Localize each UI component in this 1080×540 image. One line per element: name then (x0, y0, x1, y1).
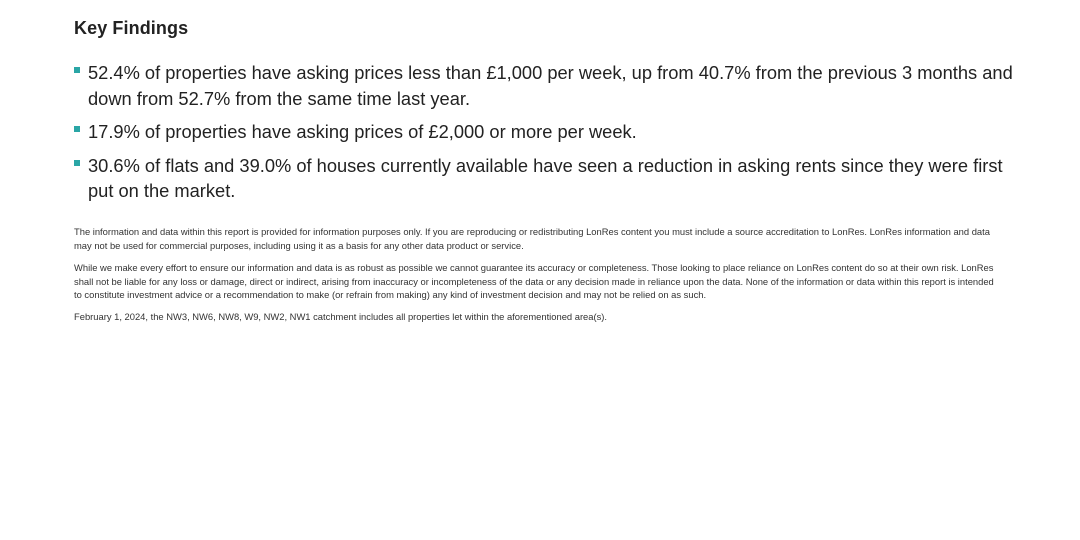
square-bullet-icon (74, 67, 80, 73)
finding-text: 17.9% of properties have asking prices of £2,000 or more per week. (88, 121, 637, 142)
page-title: Key Findings (74, 18, 189, 38)
finding-text: 30.6% of flats and 39.0% of houses currently available have seen a reduction in asking rents since they were first put on the market. (88, 154, 1003, 201)
disclaimer-liability: While we make every effort to ensure our information and data is as robust as possible we cannot guarantee its accuracy or completeness. Those looking to place reliance on LonRes content do so at their own risk. LonRes shall not be liable for any loss or damage, direct or indirect, arising from inaccuracy or incompleteness of the data or any decision made in reliance upon the data. None of the information or data within this report is intended to constitute investment advice or a recommendation to make (or refrain from making) any kind of investment decision and may not be relied on as such. (74, 262, 994, 300)
catchment-note: February 1, 2024, the NW3, NW6, NW8, W9, NW2, NW1 catchment includes all properties let within the aforementioned area(s). (74, 311, 608, 322)
disclaimer-usage: The information and data within this report is provided for information purposes only. If you are reproducing or redistributing LonRes content you must include a source accreditation to LonRes. LonRes information and data may not be used for commercial purposes, including using it as a basis for any other data product or service. (74, 226, 990, 251)
finding-item (74, 60, 1019, 111)
key-findings-list (74, 60, 1019, 212)
square-bullet-icon (74, 160, 80, 166)
finding-item (74, 153, 1019, 204)
finding-item (74, 119, 1019, 145)
square-bullet-icon (74, 126, 80, 132)
finding-text: 52.4% of properties have asking prices less than £1,000 per week, up from 40.7% from the previous 3 months and down from 52.7% from the same time last year. (88, 62, 1013, 109)
